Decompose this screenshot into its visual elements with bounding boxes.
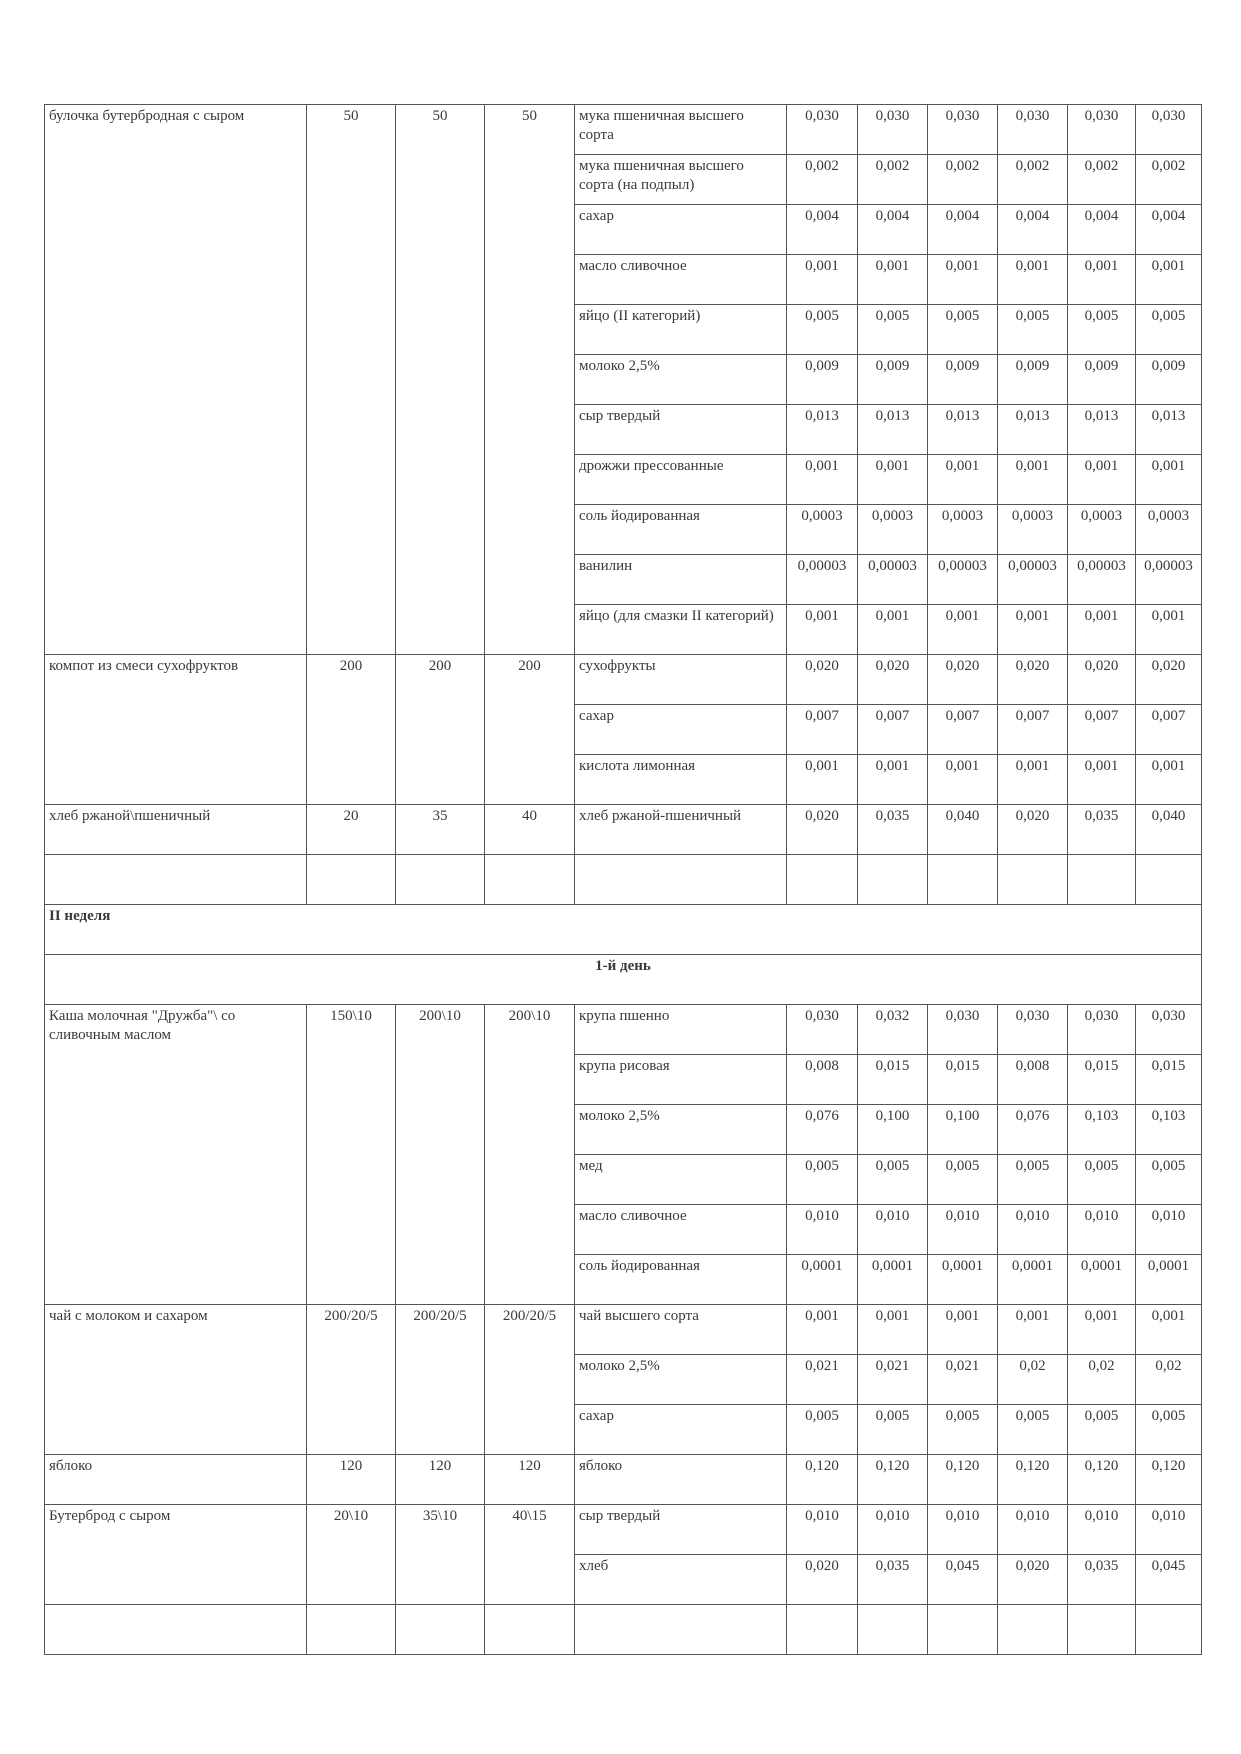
day-header-row (45, 955, 1202, 1005)
portion-size: 35\10 (396, 1505, 485, 1605)
portion-size: 50 (485, 105, 575, 655)
ingredient-quantity: 0,004 (998, 205, 1068, 255)
ingredient-quantity: 0,030 (858, 105, 928, 155)
portion-size: 200/20/5 (307, 1305, 396, 1455)
ingredient-quantity: 0,00003 (858, 555, 928, 605)
ingredient-quantity: 0,076 (998, 1105, 1068, 1155)
ingredient-quantity: 0,0003 (858, 505, 928, 555)
ingredient-quantity: 0,001 (1068, 255, 1136, 305)
ingredient-quantity: 0,02 (998, 1355, 1068, 1405)
portion-size: 200 (485, 655, 575, 805)
ingredient-quantity: 0,005 (787, 1155, 858, 1205)
portion-size: 120 (485, 1455, 575, 1505)
ingredient-quantity: 0,0001 (1136, 1255, 1202, 1305)
dish-name: компот из смеси сухофруктов (45, 655, 307, 805)
ingredient-quantity: 0,001 (787, 455, 858, 505)
ingredient-quantity: 0,010 (787, 1505, 858, 1555)
ingredient-quantity: 0,100 (928, 1105, 998, 1155)
ingredient-quantity: 0,030 (787, 1005, 858, 1055)
ingredient-quantity: 0,013 (858, 405, 928, 455)
ingredient-quantity: 0,002 (1136, 155, 1202, 205)
ingredient-quantity: 0,030 (1068, 105, 1136, 155)
ingredient-quantity: 0,021 (858, 1355, 928, 1405)
week-title: II неделя (45, 905, 1202, 955)
portion-size: 120 (396, 1455, 485, 1505)
portion-size: 50 (307, 105, 396, 655)
ingredient-quantity: 0,002 (787, 155, 858, 205)
ingredient-quantity: 0,004 (1136, 205, 1202, 255)
ingredient-quantity: 0,008 (787, 1055, 858, 1105)
ingredient-quantity: 0,005 (1136, 305, 1202, 355)
portion-size: 120 (307, 1455, 396, 1505)
ingredient-quantity: 0,005 (928, 305, 998, 355)
ingredient-quantity: 0,005 (1136, 1405, 1202, 1455)
ingredient-name: мед (575, 1155, 787, 1205)
ingredient-quantity: 0,007 (787, 705, 858, 755)
ingredient-quantity: 0,010 (858, 1205, 928, 1255)
empty-row (45, 1605, 1202, 1655)
ingredient-name: масло сливочное (575, 255, 787, 305)
empty-cell (1136, 855, 1202, 905)
ingredient-quantity: 0,013 (1068, 405, 1136, 455)
dish-name: булочка бутербродная с сыром (45, 105, 307, 655)
portion-size: 200/20/5 (396, 1305, 485, 1455)
ingredient-quantity: 0,010 (858, 1505, 928, 1555)
ingredient-quantity: 0,010 (998, 1505, 1068, 1555)
ingredient-quantity: 0,030 (1136, 1005, 1202, 1055)
portion-size: 200 (396, 655, 485, 805)
ingredient-quantity: 0,076 (787, 1105, 858, 1155)
ingredient-quantity: 0,0001 (787, 1255, 858, 1305)
ingredient-quantity: 0,015 (1136, 1055, 1202, 1105)
ingredient-quantity: 0,001 (1068, 1305, 1136, 1355)
ingredient-quantity: 0,103 (1136, 1105, 1202, 1155)
ingredient-quantity: 0,005 (858, 1405, 928, 1455)
ingredient-quantity: 0,001 (998, 755, 1068, 805)
ingredient-name: кислота лимонная (575, 755, 787, 805)
ingredient-quantity: 0,009 (858, 355, 928, 405)
dish-name: яблоко (45, 1455, 307, 1505)
ingredient-quantity: 0,002 (928, 155, 998, 205)
ingredient-quantity: 0,030 (998, 105, 1068, 155)
portion-size: 200/20/5 (485, 1305, 575, 1455)
empty-cell (1136, 1605, 1202, 1655)
ingredient-quantity: 0,001 (858, 455, 928, 505)
ingredient-name: сахар (575, 205, 787, 255)
ingredient-quantity: 0,001 (858, 755, 928, 805)
ingredient-quantity: 0,035 (1068, 805, 1136, 855)
ingredient-name: молоко 2,5% (575, 1355, 787, 1405)
portion-size: 40\15 (485, 1505, 575, 1605)
ingredient-quantity: 0,009 (1068, 355, 1136, 405)
ingredient-quantity: 0,005 (928, 1405, 998, 1455)
ingredient-quantity: 0,020 (998, 1555, 1068, 1605)
ingredient-quantity: 0,120 (928, 1455, 998, 1505)
dish-name: Бутерброд с сыром (45, 1505, 307, 1605)
ingredient-quantity: 0,030 (998, 1005, 1068, 1055)
ingredient-quantity: 0,0001 (998, 1255, 1068, 1305)
empty-cell (787, 1605, 858, 1655)
week-header-row (45, 905, 1202, 955)
ingredient-quantity: 0,0003 (1136, 505, 1202, 555)
ingredient-quantity: 0,009 (928, 355, 998, 405)
ingredient-quantity: 0,0001 (1068, 1255, 1136, 1305)
ingredient-name: молоко 2,5% (575, 355, 787, 405)
portion-size: 200\10 (485, 1005, 575, 1305)
ingredient-quantity: 0,005 (787, 305, 858, 355)
ingredient-quantity: 0,020 (928, 655, 998, 705)
portion-size: 150\10 (307, 1005, 396, 1305)
ingredient-quantity: 0,010 (1136, 1505, 1202, 1555)
ingredient-quantity: 0,001 (1136, 605, 1202, 655)
portion-size: 40 (485, 805, 575, 855)
table-row (45, 655, 1202, 705)
ingredient-quantity: 0,001 (928, 605, 998, 655)
ingredient-quantity: 0,010 (1068, 1205, 1136, 1255)
ingredient-quantity: 0,005 (998, 1155, 1068, 1205)
ingredient-quantity: 0,010 (787, 1205, 858, 1255)
ingredient-quantity: 0,021 (787, 1355, 858, 1405)
ingredient-quantity: 0,005 (1068, 1155, 1136, 1205)
ingredient-quantity: 0,004 (858, 205, 928, 255)
ingredient-quantity: 0,02 (1068, 1355, 1136, 1405)
table-section-week (45, 905, 1202, 1005)
ingredient-quantity: 0,030 (1136, 105, 1202, 155)
ingredient-quantity: 0,045 (1136, 1555, 1202, 1605)
ingredient-quantity: 0,00003 (998, 555, 1068, 605)
ingredient-quantity: 0,0003 (787, 505, 858, 555)
portion-size: 50 (396, 105, 485, 655)
ingredient-quantity: 0,001 (928, 255, 998, 305)
ingredient-quantity: 0,002 (858, 155, 928, 205)
ingredient-name: ванилин (575, 555, 787, 605)
ingredient-quantity: 0,013 (787, 405, 858, 455)
dish-name: хлеб ржаной\пшеничный (45, 805, 307, 855)
table-row (45, 1305, 1202, 1355)
ingredient-quantity: 0,040 (928, 805, 998, 855)
ingredient-quantity: 0,0003 (928, 505, 998, 555)
ingredient-quantity: 0,001 (1136, 455, 1202, 505)
ingredient-quantity: 0,010 (928, 1505, 998, 1555)
ingredient-name: хлеб ржаной-пшеничный (575, 805, 787, 855)
ingredient-quantity: 0,007 (858, 705, 928, 755)
ingredient-quantity: 0,032 (858, 1005, 928, 1055)
ingredient-quantity: 0,005 (1068, 305, 1136, 355)
empty-cell (787, 855, 858, 905)
ingredient-quantity: 0,100 (858, 1105, 928, 1155)
ingredient-quantity: 0,010 (1136, 1205, 1202, 1255)
portion-size: 200 (307, 655, 396, 805)
ingredient-quantity: 0,015 (858, 1055, 928, 1105)
ingredient-quantity: 0,020 (998, 805, 1068, 855)
ingredient-name: мука пшеничная высшего сорта (575, 105, 787, 155)
ingredient-quantity: 0,005 (998, 305, 1068, 355)
ingredient-quantity: 0,001 (928, 455, 998, 505)
ingredient-quantity: 0,001 (928, 1305, 998, 1355)
ingredient-quantity: 0,020 (787, 805, 858, 855)
ingredient-quantity: 0,030 (928, 105, 998, 155)
ingredient-quantity: 0,030 (928, 1005, 998, 1055)
ingredient-quantity: 0,013 (998, 405, 1068, 455)
empty-cell (45, 1605, 307, 1655)
empty-cell (1068, 1605, 1136, 1655)
portion-size: 35 (396, 805, 485, 855)
ingredient-name: соль йодированная (575, 1255, 787, 1305)
empty-cell (858, 855, 928, 905)
ingredient-quantity: 0,001 (1068, 605, 1136, 655)
empty-cell (396, 1605, 485, 1655)
ingredient-quantity: 0,045 (928, 1555, 998, 1605)
empty-cell (928, 1605, 998, 1655)
ingredient-name: хлеб (575, 1555, 787, 1605)
ingredient-name: соль йодированная (575, 505, 787, 555)
ingredient-quantity: 0,010 (998, 1205, 1068, 1255)
ingredient-quantity: 0,013 (1136, 405, 1202, 455)
ingredient-quantity: 0,008 (998, 1055, 1068, 1105)
day-title: 1-й день (45, 955, 1202, 1005)
table-row (45, 1005, 1202, 1055)
ingredient-quantity: 0,001 (998, 605, 1068, 655)
ingredient-quantity: 0,001 (858, 605, 928, 655)
portion-size: 20 (307, 805, 396, 855)
ingredient-quantity: 0,020 (787, 1555, 858, 1605)
menu-table (44, 104, 1202, 1655)
ingredient-quantity: 0,001 (858, 255, 928, 305)
table-row (45, 105, 1202, 155)
ingredient-quantity: 0,001 (928, 755, 998, 805)
ingredient-name: масло сливочное (575, 1205, 787, 1255)
ingredient-name: сахар (575, 705, 787, 755)
ingredient-name: яблоко (575, 1455, 787, 1505)
ingredient-quantity: 0,005 (858, 1155, 928, 1205)
ingredient-quantity: 0,00003 (1068, 555, 1136, 605)
ingredient-name: сыр твердый (575, 405, 787, 455)
ingredient-quantity: 0,035 (1068, 1555, 1136, 1605)
empty-cell (858, 1605, 928, 1655)
dish-name: Каша молочная "Дружба"\ со сливочным маслом (45, 1005, 307, 1305)
empty-cell (575, 855, 787, 905)
empty-row (45, 855, 1202, 905)
ingredient-name: мука пшеничная высшего сорта (на подпыл) (575, 155, 787, 205)
ingredient-quantity: 0,015 (928, 1055, 998, 1105)
ingredient-quantity: 0,009 (787, 355, 858, 405)
ingredient-quantity: 0,001 (1136, 255, 1202, 305)
ingredient-quantity: 0,001 (1068, 455, 1136, 505)
ingredient-quantity: 0,007 (1068, 705, 1136, 755)
ingredient-quantity: 0,001 (1068, 755, 1136, 805)
ingredient-quantity: 0,02 (1136, 1355, 1202, 1405)
empty-cell (1068, 855, 1136, 905)
empty-cell (485, 1605, 575, 1655)
ingredient-quantity: 0,040 (1136, 805, 1202, 855)
ingredient-name: яйцо (II категорий) (575, 305, 787, 355)
ingredient-quantity: 0,001 (1136, 1305, 1202, 1355)
ingredient-quantity: 0,120 (1068, 1455, 1136, 1505)
ingredient-quantity: 0,001 (858, 1305, 928, 1355)
ingredient-quantity: 0,007 (998, 705, 1068, 755)
empty-cell (307, 1605, 396, 1655)
ingredient-quantity: 0,001 (1136, 755, 1202, 805)
ingredient-quantity: 0,120 (1136, 1455, 1202, 1505)
ingredient-name: молоко 2,5% (575, 1105, 787, 1155)
table-row (45, 1505, 1202, 1555)
ingredient-quantity: 0,013 (928, 405, 998, 455)
ingredient-quantity: 0,020 (787, 655, 858, 705)
ingredient-quantity: 0,035 (858, 805, 928, 855)
ingredient-quantity: 0,001 (787, 255, 858, 305)
ingredient-quantity: 0,004 (928, 205, 998, 255)
ingredient-quantity: 0,120 (858, 1455, 928, 1505)
empty-cell (45, 855, 307, 905)
ingredient-name: яйцо (для смазки II категорий) (575, 605, 787, 655)
ingredient-name: сыр твердый (575, 1505, 787, 1555)
ingredient-quantity: 0,010 (928, 1205, 998, 1255)
ingredient-quantity: 0,030 (787, 105, 858, 155)
ingredient-quantity: 0,030 (1068, 1005, 1136, 1055)
table-row (45, 1455, 1202, 1505)
table-section-after (45, 1005, 1202, 1655)
empty-cell (307, 855, 396, 905)
ingredient-quantity: 0,005 (787, 1405, 858, 1455)
table-row (45, 805, 1202, 855)
ingredient-quantity: 0,120 (787, 1455, 858, 1505)
ingredient-quantity: 0,001 (998, 455, 1068, 505)
ingredient-quantity: 0,002 (998, 155, 1068, 205)
ingredient-quantity: 0,005 (1136, 1155, 1202, 1205)
ingredient-quantity: 0,020 (1068, 655, 1136, 705)
ingredient-quantity: 0,00003 (928, 555, 998, 605)
ingredient-quantity: 0,004 (1068, 205, 1136, 255)
portion-size: 200\10 (396, 1005, 485, 1305)
empty-cell (485, 855, 575, 905)
ingredient-quantity: 0,005 (928, 1155, 998, 1205)
ingredient-quantity: 0,005 (858, 305, 928, 355)
ingredient-quantity: 0,00003 (787, 555, 858, 605)
ingredient-quantity: 0,001 (998, 1305, 1068, 1355)
ingredient-quantity: 0,001 (787, 605, 858, 655)
ingredient-name: крупа рисовая (575, 1055, 787, 1105)
ingredient-quantity: 0,0001 (928, 1255, 998, 1305)
ingredient-quantity: 0,001 (998, 255, 1068, 305)
ingredient-quantity: 0,007 (928, 705, 998, 755)
ingredient-quantity: 0,0003 (998, 505, 1068, 555)
ingredient-quantity: 0,009 (1136, 355, 1202, 405)
ingredient-quantity: 0,0003 (1068, 505, 1136, 555)
table-section-before (45, 105, 1202, 905)
ingredient-name: крупа пшенно (575, 1005, 787, 1055)
ingredient-quantity: 0,015 (1068, 1055, 1136, 1105)
ingredient-quantity: 0,007 (1136, 705, 1202, 755)
empty-cell (998, 1605, 1068, 1655)
ingredient-quantity: 0,035 (858, 1555, 928, 1605)
menu-sheet (44, 104, 1202, 1655)
ingredient-quantity: 0,120 (998, 1455, 1068, 1505)
ingredient-quantity: 0,021 (928, 1355, 998, 1405)
ingredient-name: сухофрукты (575, 655, 787, 705)
empty-cell (396, 855, 485, 905)
ingredient-quantity: 0,001 (787, 755, 858, 805)
ingredient-name: чай высшего сорта (575, 1305, 787, 1355)
ingredient-quantity: 0,020 (858, 655, 928, 705)
ingredient-quantity: 0,103 (1068, 1105, 1136, 1155)
ingredient-quantity: 0,010 (1068, 1505, 1136, 1555)
ingredient-quantity: 0,005 (998, 1405, 1068, 1455)
ingredient-quantity: 0,002 (1068, 155, 1136, 205)
ingredient-quantity: 0,020 (1136, 655, 1202, 705)
ingredient-quantity: 0,001 (787, 1305, 858, 1355)
empty-cell (928, 855, 998, 905)
ingredient-name: сахар (575, 1405, 787, 1455)
dish-name: чай с молоком и сахаром (45, 1305, 307, 1455)
empty-cell (998, 855, 1068, 905)
empty-cell (575, 1605, 787, 1655)
portion-size: 20\10 (307, 1505, 396, 1605)
ingredient-quantity: 0,005 (1068, 1405, 1136, 1455)
ingredient-quantity: 0,004 (787, 205, 858, 255)
ingredient-quantity: 0,00003 (1136, 555, 1202, 605)
ingredient-quantity: 0,0001 (858, 1255, 928, 1305)
ingredient-quantity: 0,009 (998, 355, 1068, 405)
ingredient-name: дрожжи прессованные (575, 455, 787, 505)
ingredient-quantity: 0,020 (998, 655, 1068, 705)
